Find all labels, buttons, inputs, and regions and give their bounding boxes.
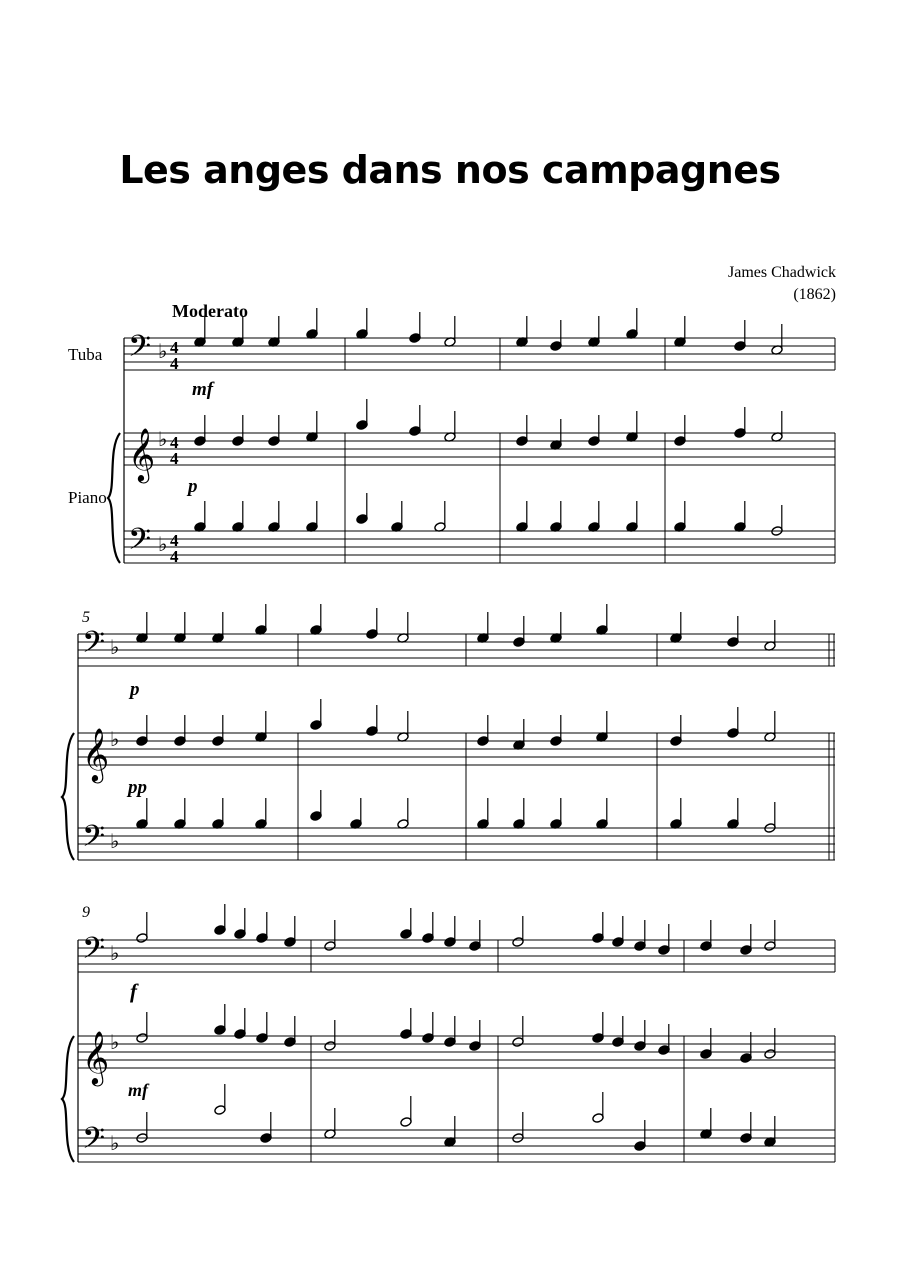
note-head [771,505,783,536]
note-head [588,316,600,347]
note-head [740,1112,752,1143]
note-head [771,324,783,355]
note-head [674,415,686,446]
note-head [400,1096,412,1127]
note-head [306,308,318,339]
note-head [550,419,562,450]
note-head [513,798,525,829]
note-head [512,1016,524,1047]
note-head [256,1012,268,1043]
note-head [444,1116,456,1147]
dynamic-marking: pp [128,777,147,798]
flat-key-icon: ♭ [158,341,168,363]
note-head [194,415,206,446]
tuba-staff [78,940,835,972]
note-head [634,920,646,951]
time-signature-top: 4 [170,433,179,452]
note-head [700,920,712,951]
note-head [214,1004,226,1035]
note-head [214,904,226,935]
note-head [397,798,409,829]
note-head [409,405,421,436]
note-head [516,501,528,532]
note-head [350,798,362,829]
note-head [444,1016,456,1047]
note-head [592,912,604,943]
flat-key-icon: ♭ [110,729,120,751]
note-head [444,411,456,442]
measure-barlines [311,940,835,1162]
note-head [550,501,562,532]
measure-number: 5 [82,609,90,626]
dynamic-marking: mf [192,379,214,400]
treble-clef-icon: 𝄞 [82,729,110,780]
flat-key-icon: ♭ [110,1032,120,1054]
note-head [422,912,434,943]
note-head [764,920,776,951]
treble-clef-icon: 𝄞 [128,429,156,480]
note-head [596,798,608,829]
note-head [306,411,318,442]
note-head [734,407,746,438]
note-head [771,411,783,442]
bass-clef-icon: 𝄢 [82,820,106,860]
note-head [174,612,186,643]
note-head [764,711,776,742]
note-head [516,415,528,446]
note-head [734,501,746,532]
note-head [626,411,638,442]
note-head [268,501,280,532]
note-head [592,1012,604,1043]
note-head [310,790,322,821]
note-head [214,1084,226,1115]
note-head [477,798,489,829]
bass-clef-icon: 𝄢 [82,626,106,666]
note-head [612,1016,624,1047]
note-head [670,798,682,829]
piano-treble-staff [78,733,835,765]
note-head [550,320,562,351]
note-head [670,612,682,643]
note-head [194,501,206,532]
composition-year: (1862) [793,286,836,303]
note-head [174,715,186,746]
note-head [550,715,562,746]
time-signature-bottom: 4 [170,449,179,468]
piano-treble-staff [78,1036,835,1068]
tuba-staff [124,338,835,370]
instrument-label-tuba: Tuba [68,345,103,364]
note-head [469,920,481,951]
note-head [366,608,378,639]
note-head [477,715,489,746]
piano-brace [62,733,74,860]
piano-bass-staff [78,1130,835,1162]
time-signature-bottom: 4 [170,354,179,373]
note-head [477,612,489,643]
note-head [596,604,608,635]
piano-brace [62,1036,74,1162]
note-head [700,1108,712,1139]
note-head [550,798,562,829]
note-head [588,501,600,532]
note-head [444,316,456,347]
note-head [512,1112,524,1143]
time-signature-top: 4 [170,531,179,550]
note-head [256,912,268,943]
note-head [310,699,322,730]
note-head [310,604,322,635]
note-head [234,908,246,939]
note-head [764,1116,776,1147]
note-head [212,715,224,746]
note-head [306,501,318,532]
note-head [324,920,336,951]
note-head [727,798,739,829]
note-head [136,798,148,829]
tempo-marking: Moderato [172,301,248,321]
instrument-label-piano: Piano [68,488,107,507]
note-head [232,415,244,446]
dynamic-marking: mf [128,1080,148,1100]
note-head [670,715,682,746]
note-head [391,501,403,532]
note-head [400,908,412,939]
measure-number: 9 [82,904,90,921]
note-head [260,1112,272,1143]
note-head [550,612,562,643]
note-head [268,415,280,446]
note-head [136,1012,148,1043]
note-head [592,1092,604,1123]
piano-brace [108,433,120,563]
note-head [284,1016,296,1047]
note-head [255,604,267,635]
note-head [626,501,638,532]
note-head [255,798,267,829]
dynamic-marking: f [130,979,137,1003]
composer-name: James Chadwick [728,264,836,281]
note-head [513,616,525,647]
note-head [324,1108,336,1139]
note-head [356,308,368,339]
flat-key-icon: ♭ [158,429,168,451]
note-head [136,912,148,943]
tuba-staff [78,634,835,666]
flat-key-icon: ♭ [110,1133,120,1155]
piano-bass-staff [78,828,835,860]
bass-clef-icon: 𝄢 [82,1122,106,1162]
note-head [740,1032,752,1063]
note-head [232,501,244,532]
note-head [588,415,600,446]
treble-clef-icon: 𝄞 [82,1032,110,1083]
note-head [596,711,608,742]
dynamic-marking: p [130,679,140,700]
note-head [397,711,409,742]
note-head [512,916,524,947]
notes-layer [136,308,783,1151]
piano-bass-staff [124,531,835,563]
note-head [397,612,409,643]
piano-treble-staff [124,433,835,465]
note-head [727,707,739,738]
note-head [409,312,421,343]
note-head [268,316,280,347]
dynamic-marking: p [188,476,198,497]
note-head [626,308,638,339]
note-head [422,1012,434,1043]
note-head [434,501,446,532]
time-signature-bottom: 4 [170,547,179,566]
note-head [136,715,148,746]
note-head [658,1024,670,1055]
note-head [356,493,368,524]
note-head [764,802,776,833]
note-head [284,916,296,947]
note-head [734,320,746,351]
bass-clef-icon: 𝄢 [128,330,152,370]
note-head [136,612,148,643]
flat-key-icon: ♭ [110,637,120,659]
bass-clef-icon: 𝄢 [128,523,152,563]
note-head [366,705,378,736]
note-head [513,719,525,750]
note-head [674,316,686,347]
note-head [356,399,368,430]
note-head [764,620,776,651]
bass-clef-icon: 𝄢 [82,932,106,972]
time-signature-top: 4 [170,338,179,357]
measure-barlines [298,634,834,860]
note-head [234,1008,246,1039]
note-head [400,1008,412,1039]
note-head [212,798,224,829]
note-head [174,798,186,829]
note-head [674,501,686,532]
note-head [634,1120,646,1151]
note-head [727,616,739,647]
note-head [212,612,224,643]
flat-key-icon: ♭ [158,534,168,556]
note-head [444,916,456,947]
note-head [136,1112,148,1143]
score-title: Les anges dans nos campagnes [119,148,781,192]
note-head [255,711,267,742]
note-head [612,916,624,947]
flat-key-icon: ♭ [110,943,120,965]
note-head [516,316,528,347]
flat-key-icon: ♭ [110,831,120,853]
